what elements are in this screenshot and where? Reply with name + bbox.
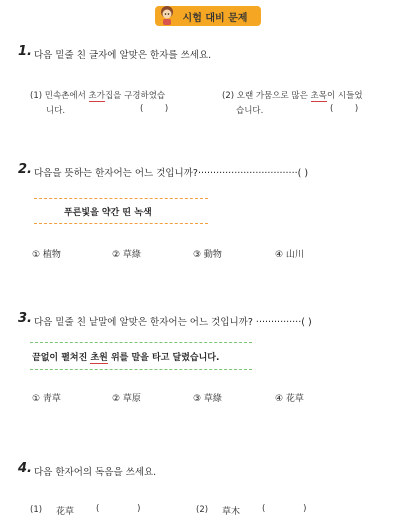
q3-option-1[interactable]: ① 靑草 [32,394,61,404]
q1-sub1-answer[interactable]: ( ) [140,104,169,114]
q3-sentence-pre: 끝없이 펼쳐진 [32,353,91,363]
q3-option-2[interactable]: ② 草原 [112,394,141,404]
q1-sub2-num: (2) [222,91,235,101]
q1-sub1-underlined: 초가 [88,91,105,101]
q1-sub1-line2: 니다. [46,106,66,116]
q4-sub2-num: (2) [196,505,209,515]
q3-option-4[interactable]: ④ 花草 [275,394,304,404]
q4-sub2-word: 草木 [222,507,241,517]
q4-number: 4. [18,461,32,476]
q3-sentence [32,350,219,363]
q2-option-4[interactable]: ④ 山川 [275,250,304,260]
q1-sub1-pre: 민속촌에서 [44,91,89,101]
q1-sub2-line2: 습니다. [236,106,264,116]
q3-number: 3. [18,311,32,326]
q3-sentence-box [30,342,252,370]
q1-sub2-pre: 오랜 가뭄으로 많은 [236,91,311,101]
q3-text: 다음 밑줄 친 낱말에 알맞은 한자어는 어느 것입니까? ···············( ) [34,317,312,328]
q1-sub2-post: 이 시들었 [326,91,363,101]
q2-option-2[interactable]: ② 草綠 [112,250,141,260]
q2-option-1[interactable]: ① 植物 [32,250,61,260]
q4-sub2-answer[interactable]: ( ) [262,504,307,514]
q4-sub1-word: 花草 [56,507,75,517]
q4-text: 다음 한자어의 독음을 쓰세요. [34,467,157,478]
q1-sub1-post: 집을 구경하였습 [104,91,166,101]
q1-sub2-underlined: 초목 [310,91,327,101]
q2-definition-box [34,198,208,224]
q3-sentence-post: 위를 말을 타고 달렸습니다. [107,353,220,363]
q3-sentence-underlined: 초원 [90,353,108,363]
q1-sub2 [222,89,363,101]
q2-option-3[interactable]: ③ 動物 [193,250,222,260]
mascot-icon [158,4,176,26]
q1-sub2-answer[interactable]: ( ) [330,104,359,114]
q4-sub1-answer[interactable]: ( ) [96,504,141,514]
q3-option-3[interactable]: ③ 草綠 [193,394,222,404]
q1-sub1 [30,89,165,101]
q1-number: 1. [18,44,32,59]
q1-sub1-num: (1) [30,91,43,101]
q1-text: 다음 밑줄 친 글자에 알맞은 한자를 쓰세요. [34,50,212,61]
q2-text: 다음을 뜻하는 한자어는 어느 것입니까?·································( ) [34,168,309,179]
q4-sub1-num: (1) [30,505,43,515]
q2-definition: 푸른빛을 약간 띤 녹색 [64,208,152,218]
banner-title: 시험 대비 문제 [182,12,248,24]
q2-number: 2. [18,162,32,177]
